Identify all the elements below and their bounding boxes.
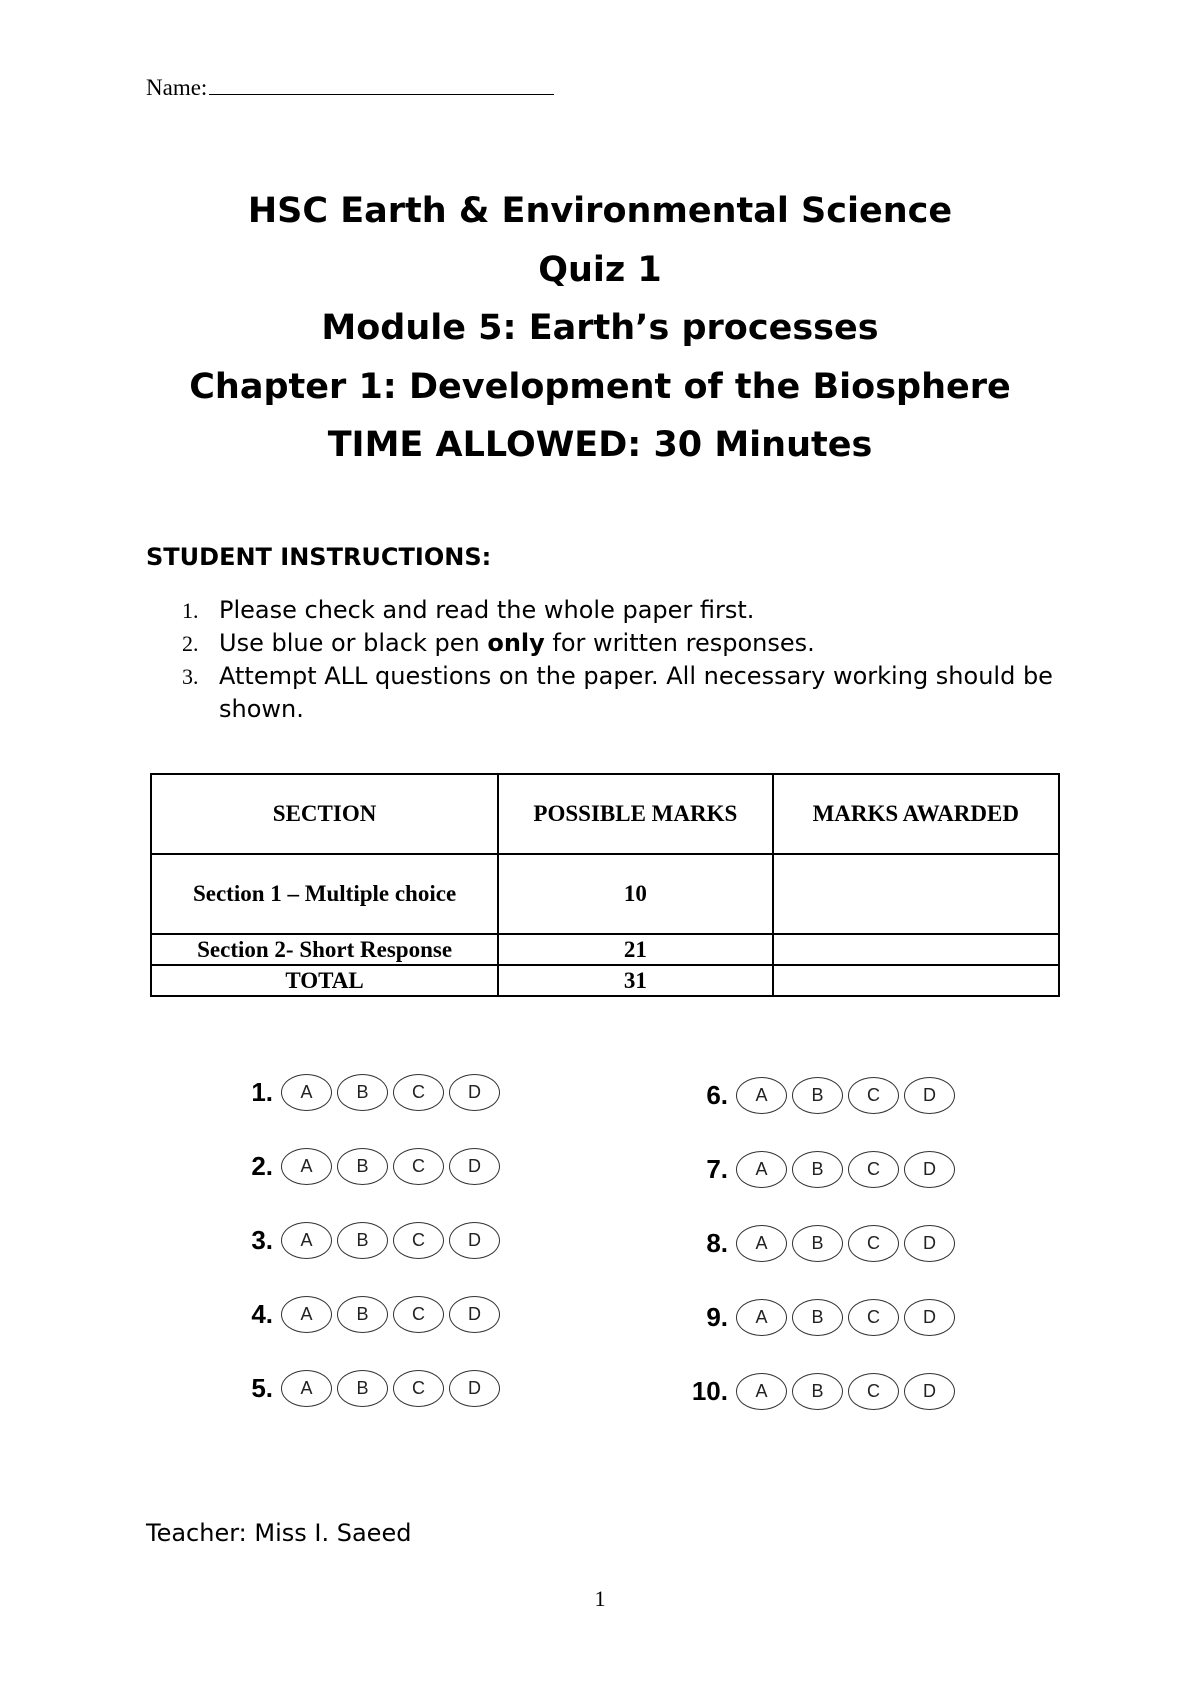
bubble-d[interactable]: D xyxy=(449,1370,500,1407)
bubble-d[interactable]: D xyxy=(449,1222,500,1259)
instruction-number: 3. xyxy=(182,664,199,689)
table-row xyxy=(151,854,1059,934)
bubble-a[interactable]: A xyxy=(736,1373,787,1410)
instruction-text-emphasis: only xyxy=(487,629,545,657)
awarded-cell[interactable] xyxy=(773,965,1059,996)
section-cell: TOTAL xyxy=(151,965,498,996)
instruction-item xyxy=(146,660,1076,726)
page-number: 1 xyxy=(594,1586,606,1611)
bubble-b[interactable]: B xyxy=(792,1373,843,1410)
answer-row xyxy=(688,1295,960,1339)
bubble-b[interactable]: B xyxy=(337,1074,388,1111)
answer-row xyxy=(233,1366,505,1410)
possible-cell: 31 xyxy=(498,965,772,996)
bubble-d[interactable]: D xyxy=(904,1077,955,1114)
quiz-title: Quiz 1 xyxy=(538,249,662,290)
instruction-text-pre: Use blue or black pen xyxy=(219,629,488,657)
table-row xyxy=(151,965,1059,996)
question-number: 6. xyxy=(706,1079,728,1110)
bubble-d[interactable]: D xyxy=(449,1148,500,1185)
answer-row xyxy=(233,1292,505,1336)
question-number: 9. xyxy=(706,1301,728,1332)
table-row xyxy=(151,934,1059,965)
bubble-a[interactable]: A xyxy=(736,1299,787,1336)
bubble-b[interactable]: B xyxy=(337,1222,388,1259)
name-field xyxy=(146,72,554,101)
bubble-c[interactable]: C xyxy=(393,1370,444,1407)
bubble-b[interactable]: B xyxy=(792,1299,843,1336)
marks-table xyxy=(150,773,1060,997)
bubble-d[interactable]: D xyxy=(449,1074,500,1111)
instruction-number: 2. xyxy=(182,631,199,656)
instruction-text: Attempt ALL questions on the paper. All necessary working should be shown. xyxy=(219,662,1053,723)
bubble-c[interactable]: C xyxy=(848,1151,899,1188)
answer-row xyxy=(233,1070,505,1114)
bubble-c[interactable]: C xyxy=(848,1299,899,1336)
bubble-b[interactable]: B xyxy=(792,1077,843,1114)
teacher-name: Teacher: Miss I. Saeed xyxy=(146,1519,412,1547)
bubble-b[interactable]: B xyxy=(792,1225,843,1262)
question-number: 5. xyxy=(251,1372,273,1403)
header-marks-awarded: MARKS AWARDED xyxy=(773,774,1059,854)
bubble-d[interactable]: D xyxy=(904,1299,955,1336)
answer-row xyxy=(688,1221,960,1265)
bubble-d[interactable]: D xyxy=(904,1151,955,1188)
instructions-list xyxy=(146,594,1076,726)
instruction-text-post: for written responses. xyxy=(544,629,815,657)
bubble-c[interactable]: C xyxy=(848,1225,899,1262)
course-title: HSC Earth & Environmental Science xyxy=(247,191,953,231)
bubble-c[interactable]: C xyxy=(393,1074,444,1111)
title-block xyxy=(0,190,1200,483)
question-number: 8. xyxy=(706,1227,728,1258)
question-number: 7. xyxy=(706,1153,728,1184)
bubble-c[interactable]: C xyxy=(393,1148,444,1185)
section-cell: Section 1 – Multiple choice xyxy=(151,854,498,934)
bubble-a[interactable]: A xyxy=(736,1151,787,1188)
possible-cell: 10 xyxy=(498,854,772,934)
question-number: 3. xyxy=(251,1224,273,1255)
bubble-a[interactable]: A xyxy=(736,1225,787,1262)
name-label: Name: xyxy=(146,75,208,100)
bubble-b[interactable]: B xyxy=(337,1370,388,1407)
question-number: 10. xyxy=(691,1375,728,1406)
awarded-cell[interactable] xyxy=(773,934,1059,965)
bubble-a[interactable]: A xyxy=(281,1370,332,1407)
section-cell: Section 2- Short Response xyxy=(151,934,498,965)
instructions-heading: STUDENT INSTRUCTIONS: xyxy=(146,543,492,571)
instruction-item xyxy=(146,594,1076,627)
chapter-title: Chapter 1: Development of the Biosphere xyxy=(189,366,1011,407)
awarded-cell[interactable] xyxy=(773,854,1059,934)
bubble-d[interactable]: D xyxy=(904,1373,955,1410)
bubble-a[interactable]: A xyxy=(281,1074,332,1111)
table-header-row xyxy=(151,774,1059,854)
bubble-d[interactable]: D xyxy=(904,1225,955,1262)
bubble-c[interactable]: C xyxy=(393,1222,444,1259)
question-number: 4. xyxy=(251,1298,273,1329)
bubble-b[interactable]: B xyxy=(337,1148,388,1185)
bubble-c[interactable]: C xyxy=(393,1296,444,1333)
bubble-b[interactable]: B xyxy=(792,1151,843,1188)
header-possible-marks: POSSIBLE MARKS xyxy=(498,774,772,854)
bubble-a[interactable]: A xyxy=(281,1222,332,1259)
question-number: 1. xyxy=(251,1076,273,1107)
instruction-text: Please check and read the whole paper first. xyxy=(219,596,755,624)
bubble-a[interactable]: A xyxy=(736,1077,787,1114)
bubble-a[interactable]: A xyxy=(281,1148,332,1185)
answer-row xyxy=(233,1144,505,1188)
header-section: SECTION xyxy=(151,774,498,854)
answer-row xyxy=(688,1073,960,1117)
answer-row xyxy=(233,1218,505,1262)
time-allowed: TIME ALLOWED: 30 Minutes xyxy=(327,425,873,465)
answer-row xyxy=(688,1369,960,1413)
bubble-b[interactable]: B xyxy=(337,1296,388,1333)
instruction-number: 1. xyxy=(182,598,199,623)
question-number: 2. xyxy=(251,1150,273,1181)
bubble-d[interactable]: D xyxy=(449,1296,500,1333)
bubble-c[interactable]: C xyxy=(848,1373,899,1410)
bubble-a[interactable]: A xyxy=(281,1296,332,1333)
instruction-item xyxy=(146,627,1076,660)
name-blank-line[interactable] xyxy=(209,72,554,95)
bubble-c[interactable]: C xyxy=(848,1077,899,1114)
possible-cell: 21 xyxy=(498,934,772,965)
module-title: Module 5: Earth’s processes xyxy=(321,308,879,348)
answer-row xyxy=(688,1147,960,1191)
